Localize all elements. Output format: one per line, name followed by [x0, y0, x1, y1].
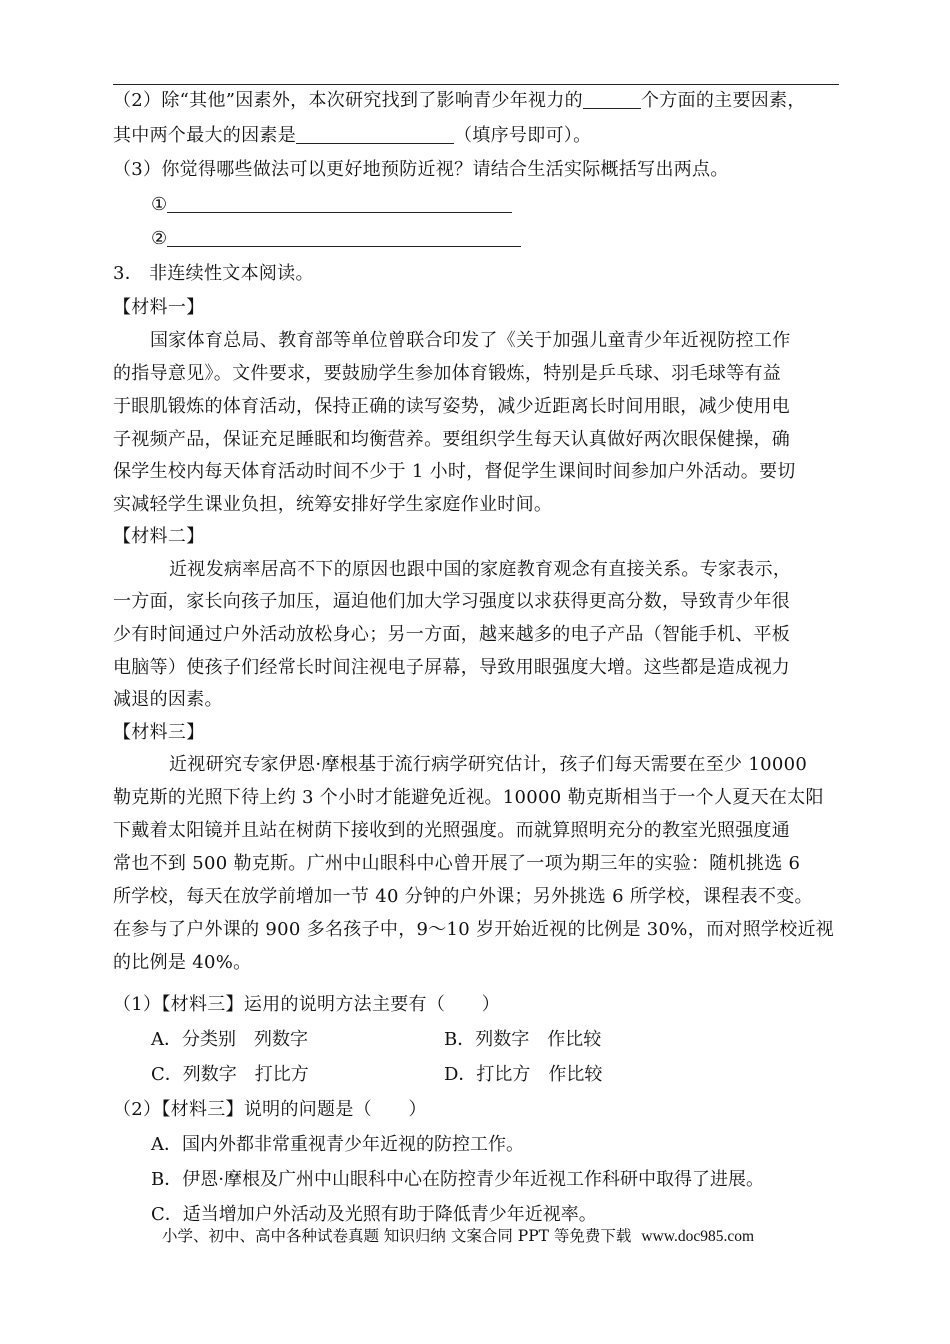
- subquestion-2: （2）【材料三】说明的问题是（ ）: [113, 1099, 427, 1120]
- footer-text: 小学、初中、高中各种试卷真题 知识归纳 文案合同 PPT 等免费下载: [162, 1227, 632, 1245]
- material3-line: 近视研究专家伊恩·摩根基于流行病学研究估计，孩子们每天需要在至少 10000: [169, 754, 808, 775]
- q2-text-c: 其中两个最大的因素是: [113, 125, 296, 146]
- material2-title: 【材料二】: [113, 526, 205, 547]
- q2-text-d: （填序号即可）。: [454, 125, 592, 146]
- material3-line: 所学校，每天在放学前增加一节 40 分钟的户外课；另外挑选 6 所学校，课程表不变。: [113, 886, 813, 907]
- header-rule: [113, 84, 839, 85]
- answer-line-2: [151, 227, 521, 251]
- answer-blank-2: [167, 228, 521, 247]
- material1-line: 保学生校内每天体育活动时间不少于 1 小时，督促学生课间时间参加户外活动。要切: [113, 461, 796, 482]
- material3-line: 在参与了户外课的 900 多名孩子中，9～10 岁开始近视的比例是 30%，而对照学校近视: [113, 919, 835, 940]
- choice-option-c[interactable]: C．适当增加户外活动及光照有助于降低青少年近视率。: [151, 1204, 597, 1225]
- material1-line: 的指导意见》。文件要求，要鼓励学生参加体育锻炼，特别是乒乓球、羽毛球等有益: [113, 363, 782, 384]
- material2-line: 近视发病率居高不下的原因也跟中国的家庭教育观念有直接关系。专家表示，: [169, 559, 792, 580]
- q2-line2: [113, 124, 591, 148]
- answer-line-1: [151, 193, 512, 217]
- q2-line1: [113, 89, 806, 113]
- material3-title: 【材料三】: [113, 722, 205, 743]
- page-footer: [162, 1226, 754, 1247]
- q2-text-a: （2）除“其他”因素外，本次研究找到了影响青少年视力的: [113, 90, 583, 111]
- choice-option-a[interactable]: A．国内外都非常重视青少年近视的防控工作。: [151, 1134, 524, 1155]
- choice-option-d[interactable]: D．打比方 作比较: [444, 1064, 603, 1085]
- material1-line: 子视频产品，保证充足睡眠和均衡营养。要组织学生每天认真做好两次眼保健操，确: [113, 429, 791, 450]
- answer-blank-1: [167, 194, 512, 213]
- material3-line: 的比例是 40%。: [113, 952, 252, 973]
- choice-option-a[interactable]: A．分类别 列数字: [151, 1029, 308, 1050]
- answer-marker-2: ②: [151, 228, 168, 249]
- answer-blank-factors: [296, 125, 454, 144]
- q3-prompt: （3）你觉得哪些做法可以更好地预防近视？请结合生活实际概括写出两点。: [113, 159, 729, 180]
- q2-text-b: 个方面的主要因素，: [640, 90, 806, 111]
- material3-line: 勒克斯的光照下待上约 3 个小时才能避免近视。10000 勒克斯相当于一个人夏天在太阳: [113, 787, 824, 808]
- material1-title: 【材料一】: [113, 297, 205, 318]
- footer-url[interactable]: www.doc985.com: [641, 1228, 755, 1245]
- section-heading: 3． 非连续性文本阅读。: [113, 263, 314, 284]
- answer-blank-count: [583, 90, 641, 109]
- choice-option-c[interactable]: C．列数字 打比方: [151, 1064, 309, 1085]
- choice-option-b[interactable]: B．列数字 作比较: [444, 1029, 602, 1050]
- subquestion-1: （1）【材料三】运用的说明方法主要有（ ）: [113, 994, 501, 1015]
- material2-line: 减退的因素。: [113, 689, 223, 710]
- answer-marker-1: ①: [151, 194, 168, 215]
- material3-line: 常也不到 500 勒克斯。广州中山眼科中心曾开展了一项为期三年的实验：随机挑选 6: [113, 853, 801, 874]
- material1-line: 于眼肌锻炼的体育活动，保持正确的读写姿势，减少近距离长时间用眼，减少使用电: [113, 396, 791, 417]
- material1-line: 国家体育总局、教育部等单位曾联合印发了《关于加强儿童青少年近视防控工作: [150, 330, 791, 351]
- choice-option-b[interactable]: B．伊恩·摩根及广州中山眼科中心在防控青少年近视工作科研中取得了进展。: [151, 1169, 764, 1190]
- material3-line: 下戴着太阳镜并且站在树荫下接收到的光照强度。而就算照明充分的教室光照强度通: [113, 820, 791, 841]
- material1-line: 实减轻学生课业负担，统筹安排好学生家庭作业时间。: [113, 494, 553, 515]
- material2-line: 一方面，家长向孩子加压，逼迫他们加大学习强度以求获得更高分数，导致青少年很: [113, 591, 791, 612]
- material2-line: 少有时间通过户外活动放松身心；另一方面，越来越多的电子产品（智能手机、平板: [113, 624, 791, 645]
- material2-line: 电脑等）使孩子们经常长时间注视电子屏幕，导致用眼强度大增。这些都是造成视力: [113, 657, 791, 678]
